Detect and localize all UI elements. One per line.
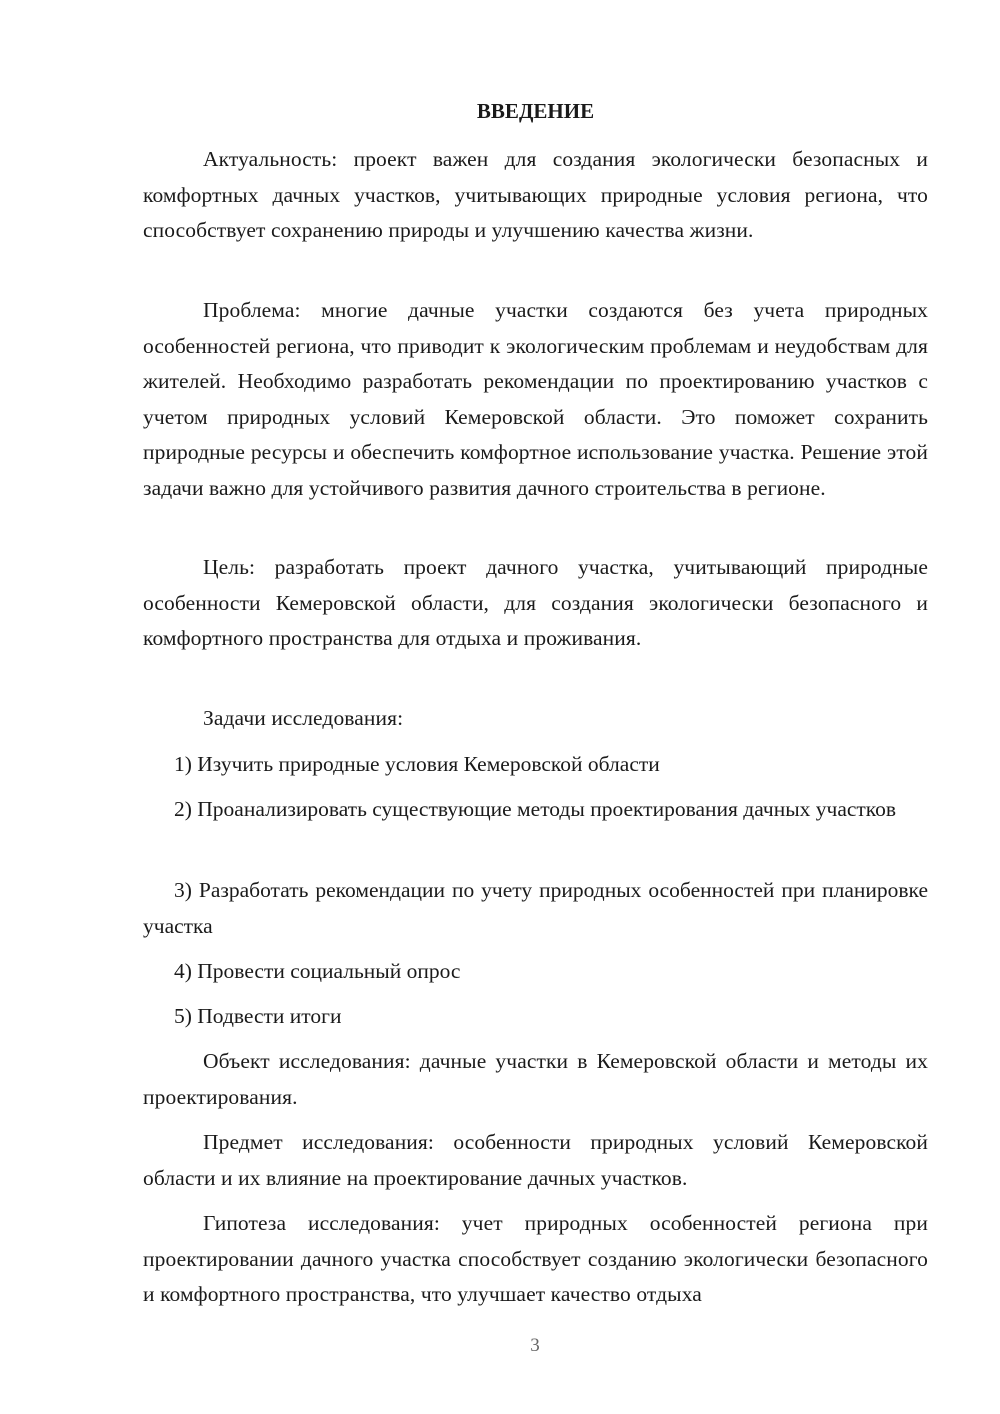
list-item: 4) Провести социальный опрос <box>174 959 461 983</box>
paragraph-subject: Предмет исследования: особенности природных условий Кемеровской области и их влияние на проектирование дачных участков. <box>143 1130 928 1190</box>
paragraph-goal: Цель: разработать проект дачного участка, учитывающий природные особенности Кемеровской области, для создания экологически безопасного и комфортного пространства для отдыха и проживания. <box>143 555 928 650</box>
list-item: 5) Подвести итоги <box>174 1004 342 1028</box>
tasks-heading: Задачи исследования: <box>203 706 404 730</box>
paragraph-relevance: Актуальность: проект важен для создания экологически безопасных и комфортных дачных участков, учитывающих природные условия региона, что способствует сохранению природы и улучшению качества жизни. <box>143 147 928 242</box>
paragraph-problem: Проблема: многие дачные участки создаются без учета природных особенностей региона, что приводит к экологическим проблемам и неудобствам для жителей. Необходимо разработать рекомендации по проектированию участков с учетом природных условий Кемеровской области. Это поможет сохранить природные ресурсы и обеспечить комфортное использование участка. Решение этой задачи важно для устойчивого развития дачного строительства в регионе. <box>143 298 928 500</box>
paragraph-object: Объект исследования: дачные участки в Кемеровской области и методы их проектирования. <box>143 1049 928 1109</box>
paragraph-hypothesis: Гипотеза исследования: учет природных особенностей региона при проектировании дачного участка способствует созданию экологически безопасного и комфортного пространства, что улучшает качество отдыха <box>143 1211 928 1306</box>
page-number: 3 <box>530 1335 540 1356</box>
list-item: 2) Проанализировать существующие методы проектирования дачных участков <box>174 797 897 821</box>
list-item: 1) Изучить природные условия Кемеровской области <box>174 752 660 776</box>
section-title: ВВЕДЕНИЕ <box>476 99 595 123</box>
list-item: 3) Разработать рекомендации по учету природных особенностей при планировке участка <box>143 878 928 938</box>
